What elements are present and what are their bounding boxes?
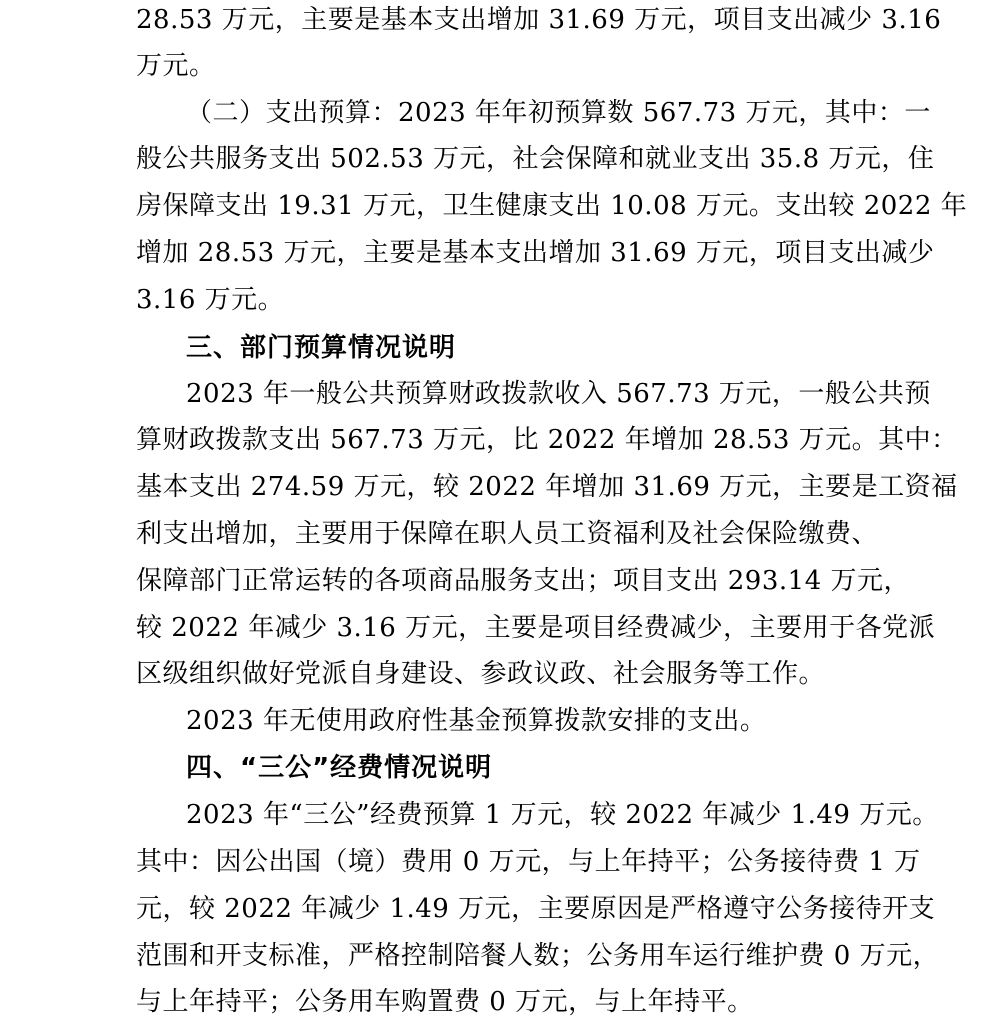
text-line: 房保障支出 19.31 万元，卫生健康支出 10.08 万元。支出较 2022 年: [136, 191, 968, 221]
text-line: 2023 年一般公共预算财政拨款收入 567.73 万元，一般公共预: [186, 379, 931, 409]
text-line: 增加 28.53 万元，主要是基本支出增加 31.69 万元，项目支出减少: [136, 238, 935, 268]
text-line: 保障部门正常运转的各项商品服务支出；项目支出 293.14 万元，: [136, 566, 911, 596]
text-line: 3.16 万元。: [136, 285, 285, 315]
section-heading: 四、“三公”经费情况说明: [186, 753, 493, 783]
text-line: 利支出增加，主要用于保障在职人员工资福利及社会保险缴费、: [136, 519, 879, 549]
text-line: 算财政拨款支出 567.73 万元，比 2022 年增加 28.53 万元。其中：: [136, 425, 958, 455]
section-heading: 三、部门预算情况说明: [186, 333, 457, 363]
text-line: 基本支出 274.59 万元，较 2022 年增加 31.69 万元，主要是工资福: [136, 472, 958, 502]
text-line: 其中：因公出国（境）费用 0 万元，与上年持平；公务接待费 1 万: [136, 847, 921, 877]
text-line: 区级组织做好党派自身建设、参政议政、社会服务等工作。: [136, 659, 826, 689]
text-line: 般公共服务支出 502.53 万元，社会保障和就业支出 35.8 万元，住: [136, 144, 935, 174]
text-line: 元，较 2022 年减少 1.49 万元，主要原因是严格遵守公务接待开支: [136, 894, 936, 924]
text-line: 2023 年“三公”经费预算 1 万元，较 2022 年减少 1.49 万元。: [186, 800, 939, 830]
text-line: 28.53 万元，主要是基本支出增加 31.69 万元，项目支出减少 3.16: [136, 5, 942, 35]
text-line: 万元。: [136, 51, 216, 81]
text-line: 范围和开支标准，严格控制陪餐人数；公务用车运行维护费 0 万元，: [136, 941, 940, 971]
text-line: 与上年持平；公务用车购置费 0 万元，与上年持平。: [136, 987, 754, 1017]
text-line: （二）支出预算：2023 年年初预算数 567.73 万元，其中：一: [186, 98, 931, 128]
text-line: 2023 年无使用政府性基金预算拨款安排的支出。: [186, 706, 767, 736]
text-line: 较 2022 年减少 3.16 万元，主要是项目经费减少，主要用于各党派: [136, 613, 936, 643]
